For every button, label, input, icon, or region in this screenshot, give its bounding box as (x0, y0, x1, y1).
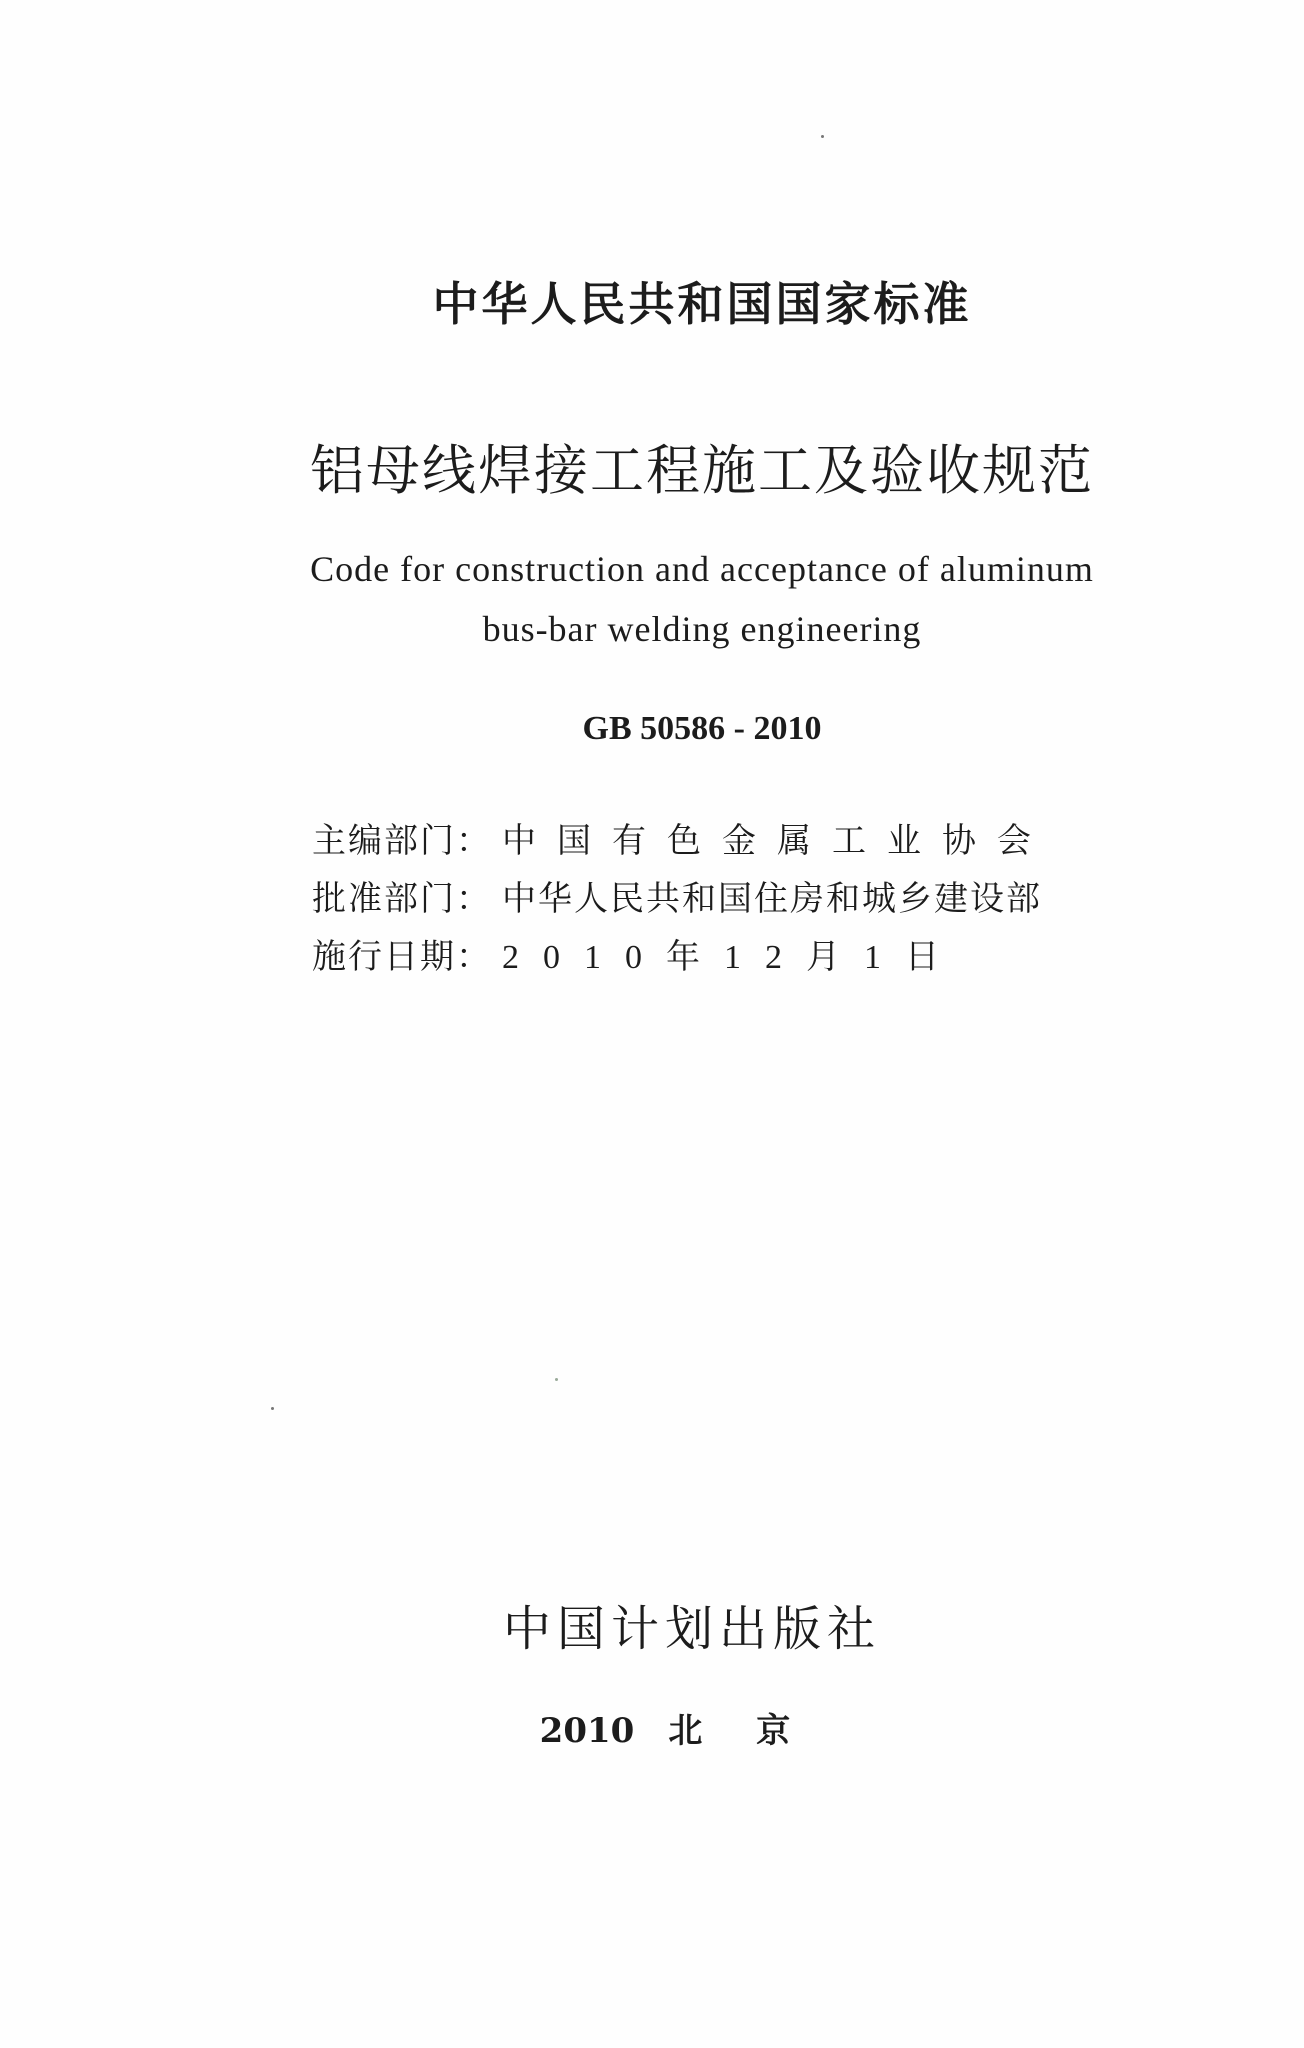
publication-year: 2010 (539, 1711, 635, 1751)
publication-city: 北京 (668, 1711, 845, 1751)
approver-row (312, 866, 1112, 924)
publication-line (40, 1703, 1304, 1752)
document-title-english-line2: bus-bar welding engineering (482, 609, 922, 649)
editor-value: 中国有色金属工业协会 (502, 820, 1052, 861)
effective-date-label: 施行日期： (312, 936, 492, 977)
national-standard-heading: 中华人民共和国国家标准 (432, 277, 972, 331)
approver-value: 中华人民共和国住房和城乡建设部 (502, 878, 1042, 919)
effective-date-row (312, 924, 1112, 982)
scan-speck (821, 135, 824, 138)
standard-code: GB 50586 - 2010 (582, 710, 822, 747)
editor-label: 主编部门： (312, 820, 492, 861)
document-title-english-line1: Code for construction and acceptance of aluminum (310, 549, 1094, 589)
approver-label: 批准部门： (312, 878, 492, 919)
scan-speck (555, 1378, 558, 1381)
info-block (312, 808, 1112, 982)
scan-speck (271, 1407, 274, 1410)
document-title-chinese: 铝母线焊接工程施工及验收规范 (310, 439, 1094, 502)
editor-row (312, 808, 1112, 866)
publisher-name: 中国计划出版社 (502, 1601, 881, 1657)
effective-date-value: 2010年12月1日 (502, 938, 963, 976)
